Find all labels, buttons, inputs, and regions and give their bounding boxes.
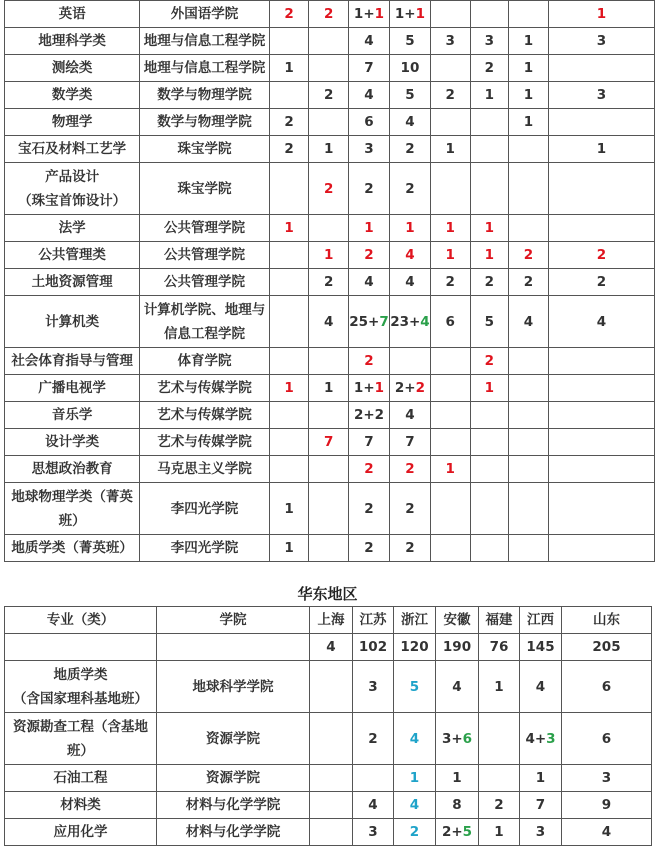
school-cell: 数学与物理学院 — [140, 82, 270, 109]
table-row — [5, 348, 655, 375]
column-header: 山东 — [562, 607, 652, 634]
quota-cell: 2 — [349, 242, 390, 269]
column-header: 江苏 — [353, 607, 394, 634]
quota-cell: 2 — [548, 269, 654, 296]
quota-cell — [509, 402, 549, 429]
quota-cell — [309, 456, 349, 483]
quota-cell — [470, 136, 509, 163]
quota-cell: 2 — [430, 269, 470, 296]
table-row — [5, 296, 655, 348]
quota-cell: 9 — [562, 792, 652, 819]
quota-cell — [310, 792, 353, 819]
table-row — [5, 456, 655, 483]
quota-cell: 3 — [353, 661, 394, 713]
quota-cell: 5 — [394, 661, 436, 713]
quota-cell — [548, 456, 654, 483]
school-cell: 资源学院 — [157, 765, 310, 792]
quota-cell: 4 — [562, 819, 652, 846]
school-cell: 地理与信息工程学院 — [140, 28, 270, 55]
quota-cell: 7 — [349, 55, 390, 82]
quota-cell: 2 — [269, 136, 309, 163]
major-cell: 音乐学 — [5, 402, 140, 429]
quota-cell — [509, 429, 549, 456]
quota-cell: 2 — [269, 1, 309, 28]
quota-cell: 2 — [389, 456, 430, 483]
quota-cell: 2+2 — [349, 402, 390, 429]
quota-cell — [509, 215, 549, 242]
quota-cell — [269, 456, 309, 483]
school-cell: 艺术与传媒学院 — [140, 429, 270, 456]
quota-cell — [470, 402, 509, 429]
quota-cell: 2 — [309, 82, 349, 109]
quota-cell — [430, 483, 470, 535]
table-row — [5, 82, 655, 109]
quota-cell: 4 — [509, 296, 549, 348]
table-row — [5, 535, 655, 562]
quota-cell — [269, 28, 309, 55]
table-row — [5, 55, 655, 82]
quota-cell: 2 — [349, 483, 390, 535]
major-cell: 测绘类 — [5, 55, 140, 82]
quota-cell — [430, 163, 470, 215]
quota-cell — [269, 429, 309, 456]
school-cell: 珠宝学院 — [140, 136, 270, 163]
table-row — [5, 1, 655, 28]
quota-cell: 4 — [353, 792, 394, 819]
table-row — [5, 215, 655, 242]
quota-cell — [509, 375, 549, 402]
east-china-allocation-table — [4, 606, 652, 846]
total-cell: 205 — [562, 634, 652, 661]
quota-cell — [269, 163, 309, 215]
major-cell: 土地资源管理 — [5, 269, 140, 296]
column-header: 浙江 — [394, 607, 436, 634]
quota-cell: 1 — [436, 765, 479, 792]
quota-cell: 4 — [389, 269, 430, 296]
quota-cell: 1+1 — [349, 375, 390, 402]
quota-cell: 4 — [349, 269, 390, 296]
quota-cell — [310, 713, 353, 765]
quota-cell: 1 — [479, 819, 520, 846]
quota-cell: 3+6 — [436, 713, 479, 765]
quota-cell: 1 — [309, 375, 349, 402]
quota-cell: 23+4 — [389, 296, 430, 348]
quota-cell: 7 — [520, 792, 562, 819]
total-cell: 145 — [520, 634, 562, 661]
quota-cell — [310, 765, 353, 792]
school-cell: 公共管理学院 — [140, 215, 270, 242]
section-title-east-china: 华东地区 — [297, 585, 358, 603]
table-row — [5, 483, 655, 535]
major-cell: 产品设计 （珠宝首饰设计） — [5, 163, 140, 215]
quota-cell: 2 — [349, 456, 390, 483]
school-cell: 马克思主义学院 — [140, 456, 270, 483]
quota-cell: 7 — [389, 429, 430, 456]
quota-cell: 2 — [479, 792, 520, 819]
quota-cell — [548, 429, 654, 456]
major-cell: 法学 — [5, 215, 140, 242]
table-row — [5, 765, 652, 792]
quota-cell: 1 — [509, 82, 549, 109]
school-cell: 地理与信息工程学院 — [140, 55, 270, 82]
quota-cell: 2+5 — [436, 819, 479, 846]
school-cell: 体育学院 — [140, 348, 270, 375]
quota-cell: 7 — [349, 429, 390, 456]
school-cell: 外国语学院 — [140, 1, 270, 28]
quota-cell: 2 — [389, 535, 430, 562]
quota-cell — [479, 765, 520, 792]
quota-cell — [548, 55, 654, 82]
quota-cell — [509, 348, 549, 375]
quota-cell — [309, 109, 349, 136]
quota-cell — [509, 483, 549, 535]
quota-cell: 2 — [269, 109, 309, 136]
major-cell: 设计学类 — [5, 429, 140, 456]
quota-cell: 1 — [470, 82, 509, 109]
school-cell: 数学与物理学院 — [140, 109, 270, 136]
major-cell: 地质学类（菁英班） — [5, 535, 140, 562]
quota-cell: 2 — [349, 535, 390, 562]
school-cell: 计算机学院、地理与 信息工程学院 — [140, 296, 270, 348]
quota-cell — [309, 348, 349, 375]
quota-cell: 1 — [509, 55, 549, 82]
table-row — [5, 28, 655, 55]
quota-cell — [470, 429, 509, 456]
quota-cell — [509, 136, 549, 163]
column-header: 专业（类） — [5, 607, 157, 634]
quota-cell — [430, 535, 470, 562]
total-cell: 76 — [479, 634, 520, 661]
quota-cell: 1 — [520, 765, 562, 792]
quota-cell: 3 — [353, 819, 394, 846]
quota-cell — [470, 456, 509, 483]
header-row — [5, 607, 652, 634]
quota-cell: 1 — [269, 535, 309, 562]
table-row — [5, 661, 652, 713]
top-allocation-table — [4, 0, 655, 562]
table-row — [5, 136, 655, 163]
school-cell: 材料与化学学院 — [157, 792, 310, 819]
quota-cell: 1 — [470, 242, 509, 269]
quota-cell: 3 — [430, 28, 470, 55]
quota-cell: 4 — [309, 296, 349, 348]
quota-cell — [309, 55, 349, 82]
table-row — [5, 819, 652, 846]
quota-cell: 6 — [349, 109, 390, 136]
quota-cell: 1+1 — [349, 1, 390, 28]
quota-cell: 1 — [470, 375, 509, 402]
quota-cell — [430, 109, 470, 136]
quota-cell — [509, 535, 549, 562]
quota-cell — [309, 402, 349, 429]
quota-cell — [389, 348, 430, 375]
quota-cell — [430, 55, 470, 82]
column-header: 安徽 — [436, 607, 479, 634]
quota-cell: 5 — [389, 82, 430, 109]
quota-cell — [470, 109, 509, 136]
quota-cell: 2 — [309, 163, 349, 215]
major-cell: 宝石及材料工艺学 — [5, 136, 140, 163]
quota-cell: 1+1 — [389, 1, 430, 28]
quota-cell: 2 — [389, 136, 430, 163]
major-cell: 广播电视学 — [5, 375, 140, 402]
quota-cell — [309, 215, 349, 242]
quota-cell: 4 — [394, 792, 436, 819]
school-cell: 艺术与传媒学院 — [140, 375, 270, 402]
quota-cell — [548, 483, 654, 535]
quota-cell: 8 — [436, 792, 479, 819]
quota-cell — [548, 163, 654, 215]
quota-cell — [310, 661, 353, 713]
quota-cell — [548, 348, 654, 375]
major-cell: 英语 — [5, 1, 140, 28]
table-row — [5, 429, 655, 456]
school-cell: 艺术与传媒学院 — [140, 402, 270, 429]
quota-cell — [310, 819, 353, 846]
school-cell: 公共管理学院 — [140, 269, 270, 296]
quota-cell: 1 — [430, 456, 470, 483]
quota-cell — [269, 348, 309, 375]
quota-cell: 4 — [436, 661, 479, 713]
quota-cell: 2 — [470, 269, 509, 296]
quota-cell — [548, 215, 654, 242]
major-cell: 思想政治教育 — [5, 456, 140, 483]
quota-cell: 2 — [394, 819, 436, 846]
quota-cell — [353, 765, 394, 792]
quota-cell: 4+3 — [520, 713, 562, 765]
quota-cell — [430, 348, 470, 375]
quota-cell — [470, 535, 509, 562]
quota-cell: 1 — [509, 109, 549, 136]
quota-cell: 2 — [509, 242, 549, 269]
major-cell: 数学类 — [5, 82, 140, 109]
quota-cell — [548, 109, 654, 136]
quota-cell: 2 — [389, 163, 430, 215]
quota-cell: 5 — [470, 296, 509, 348]
quota-cell: 1 — [430, 215, 470, 242]
quota-cell: 3 — [562, 765, 652, 792]
quota-cell — [470, 163, 509, 215]
quota-cell: 2 — [309, 269, 349, 296]
quota-cell — [430, 429, 470, 456]
column-header: 学院 — [157, 607, 310, 634]
quota-cell: 2 — [430, 82, 470, 109]
quota-cell — [509, 456, 549, 483]
school-cell: 地球科学学院 — [157, 661, 310, 713]
major-cell: 应用化学 — [5, 819, 157, 846]
school-cell: 公共管理学院 — [140, 242, 270, 269]
quota-cell: 1 — [309, 136, 349, 163]
quota-cell: 4 — [389, 109, 430, 136]
quota-cell — [269, 269, 309, 296]
column-header: 上海 — [310, 607, 353, 634]
major-cell: 资源勘查工程（含基地 班） — [5, 713, 157, 765]
totals-row — [5, 634, 652, 661]
quota-cell: 3 — [548, 82, 654, 109]
school-cell: 资源学院 — [157, 713, 310, 765]
quota-cell: 1 — [394, 765, 436, 792]
quota-cell — [548, 402, 654, 429]
quota-cell — [309, 535, 349, 562]
major-cell: 材料类 — [5, 792, 157, 819]
quota-cell: 6 — [562, 661, 652, 713]
table-row — [5, 109, 655, 136]
quota-cell: 1 — [269, 375, 309, 402]
quota-cell: 2 — [353, 713, 394, 765]
quota-cell — [269, 242, 309, 269]
quota-cell: 2 — [389, 483, 430, 535]
quota-cell — [430, 402, 470, 429]
quota-cell — [269, 82, 309, 109]
quota-cell: 3 — [548, 28, 654, 55]
quota-cell: 1 — [269, 215, 309, 242]
major-cell: 公共管理类 — [5, 242, 140, 269]
quota-cell — [269, 296, 309, 348]
total-cell — [5, 634, 157, 661]
table-row — [5, 269, 655, 296]
quota-cell — [430, 1, 470, 28]
quota-cell: 1 — [349, 215, 390, 242]
quota-cell: 4 — [520, 661, 562, 713]
quota-cell: 3 — [520, 819, 562, 846]
quota-cell: 2 — [548, 242, 654, 269]
quota-cell: 3 — [349, 136, 390, 163]
quota-cell: 5 — [389, 28, 430, 55]
total-cell: 120 — [394, 634, 436, 661]
quota-cell — [548, 375, 654, 402]
quota-cell — [548, 535, 654, 562]
total-cell: 190 — [436, 634, 479, 661]
major-cell: 地理科学类 — [5, 28, 140, 55]
quota-cell: 2 — [509, 269, 549, 296]
quota-cell: 4 — [349, 28, 390, 55]
major-cell: 地球物理学类（菁英 班） — [5, 483, 140, 535]
quota-cell: 2 — [349, 348, 390, 375]
quota-cell: 3 — [470, 28, 509, 55]
quota-cell: 6 — [562, 713, 652, 765]
quota-cell: 1 — [269, 55, 309, 82]
quota-cell: 1 — [389, 215, 430, 242]
quota-cell: 25+7 — [349, 296, 390, 348]
quota-cell: 1 — [430, 242, 470, 269]
table-row — [5, 713, 652, 765]
total-cell: 102 — [353, 634, 394, 661]
quota-cell: 2+2 — [389, 375, 430, 402]
table-row — [5, 375, 655, 402]
quota-cell: 1 — [470, 215, 509, 242]
total-cell: 4 — [310, 634, 353, 661]
quota-cell — [479, 713, 520, 765]
quota-cell: 1 — [269, 483, 309, 535]
quota-cell: 1 — [548, 136, 654, 163]
school-cell: 李四光学院 — [140, 535, 270, 562]
table-row — [5, 792, 652, 819]
quota-cell — [269, 402, 309, 429]
quota-cell: 6 — [430, 296, 470, 348]
quota-cell: 4 — [389, 402, 430, 429]
quota-cell: 4 — [389, 242, 430, 269]
major-cell: 石油工程 — [5, 765, 157, 792]
school-cell: 材料与化学学院 — [157, 819, 310, 846]
quota-cell: 1 — [548, 1, 654, 28]
column-header: 江西 — [520, 607, 562, 634]
major-cell: 社会体育指导与管理 — [5, 348, 140, 375]
quota-cell: 4 — [349, 82, 390, 109]
major-cell: 计算机类 — [5, 296, 140, 348]
school-cell: 珠宝学院 — [140, 163, 270, 215]
quota-cell — [509, 163, 549, 215]
quota-cell: 1 — [309, 242, 349, 269]
quota-cell — [509, 1, 549, 28]
quota-cell: 2 — [349, 163, 390, 215]
quota-cell — [470, 483, 509, 535]
quota-cell: 4 — [548, 296, 654, 348]
quota-cell: 1 — [479, 661, 520, 713]
quota-cell: 4 — [394, 713, 436, 765]
quota-cell: 2 — [470, 55, 509, 82]
table-row — [5, 402, 655, 429]
quota-cell: 2 — [470, 348, 509, 375]
table-row — [5, 163, 655, 215]
quota-cell — [430, 375, 470, 402]
quota-cell: 1 — [509, 28, 549, 55]
major-cell: 物理学 — [5, 109, 140, 136]
school-cell: 李四光学院 — [140, 483, 270, 535]
quota-cell — [470, 1, 509, 28]
quota-cell: 1 — [430, 136, 470, 163]
major-cell: 地质学类 （含国家理科基地班） — [5, 661, 157, 713]
total-cell — [157, 634, 310, 661]
quota-cell — [309, 483, 349, 535]
table-row — [5, 242, 655, 269]
quota-cell: 7 — [309, 429, 349, 456]
quota-cell — [309, 28, 349, 55]
column-header: 福建 — [479, 607, 520, 634]
quota-cell: 10 — [389, 55, 430, 82]
quota-cell: 2 — [309, 1, 349, 28]
